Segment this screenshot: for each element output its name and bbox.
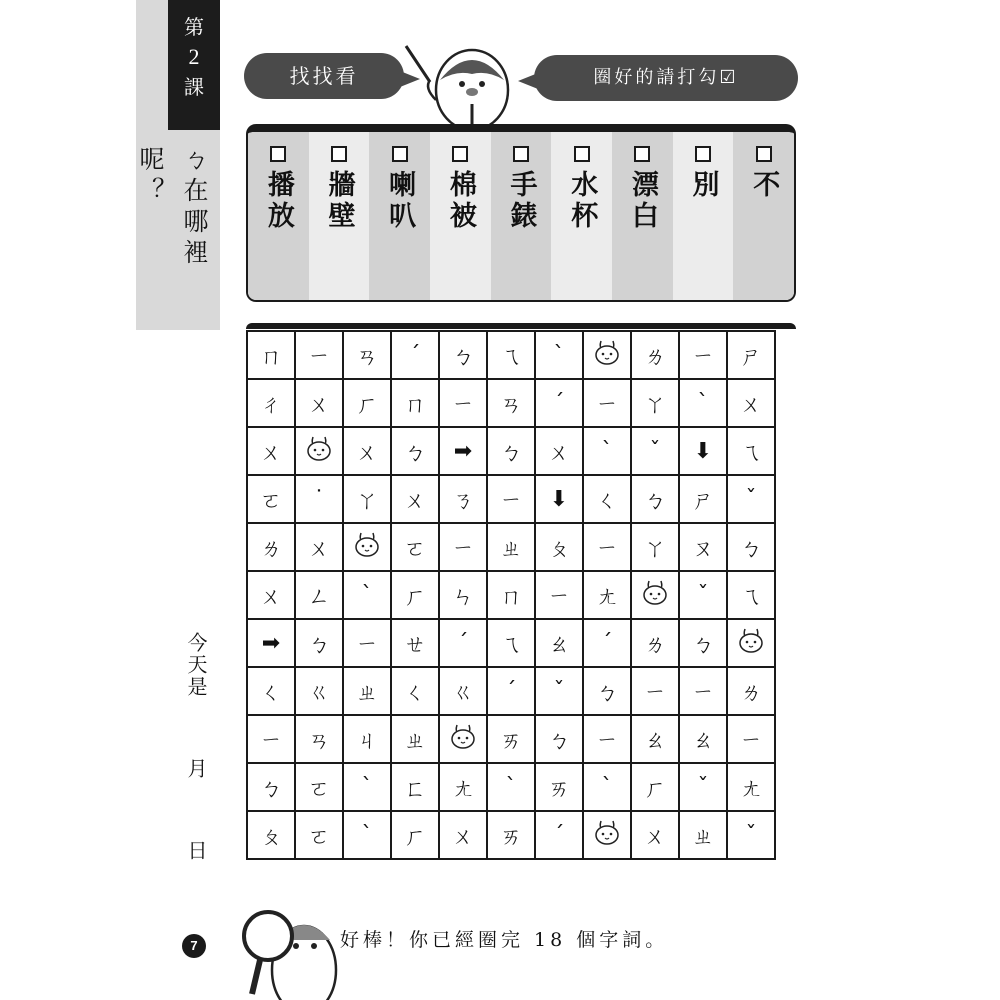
grid-cell[interactable]: ㄛ bbox=[391, 523, 439, 571]
grid-cell[interactable]: ㄤ bbox=[583, 571, 631, 619]
grid-cell[interactable]: ˇ bbox=[631, 427, 679, 475]
grid-row bbox=[247, 811, 775, 859]
grid-cell[interactable]: ㄓ bbox=[487, 523, 535, 571]
completion-message: 好棒！你已經圈完 18 個字詞。 bbox=[340, 929, 669, 951]
grid-cell[interactable]: ˇ bbox=[679, 571, 727, 619]
word-label: 漂白 bbox=[626, 170, 658, 232]
grid-cell[interactable]: ㄌ bbox=[247, 523, 295, 571]
grid-cell[interactable]: ˊ bbox=[535, 811, 583, 859]
bunny-icon-cell[interactable] bbox=[727, 619, 775, 667]
word-bank-item bbox=[612, 132, 673, 300]
date-field[interactable] bbox=[176, 632, 216, 862]
grid-cell[interactable]: ㄨ bbox=[295, 379, 343, 427]
grid-cell[interactable]: ㄏ bbox=[631, 763, 679, 811]
grid-cell[interactable]: ㄧ bbox=[343, 619, 391, 667]
word-bank bbox=[246, 124, 796, 302]
lesson-char-2: 課 bbox=[184, 75, 204, 99]
grid-cell[interactable]: ㄇ bbox=[487, 571, 535, 619]
grid-cell[interactable]: ㄧ bbox=[487, 475, 535, 523]
bunny-icon-cell[interactable] bbox=[343, 523, 391, 571]
bunny-icon-cell[interactable] bbox=[583, 811, 631, 859]
lesson-number: 2 bbox=[188, 44, 200, 69]
arrow-down-icon-cell[interactable]: ⬇ bbox=[535, 475, 583, 523]
grid-cell[interactable]: ㄓ bbox=[343, 667, 391, 715]
grid-cell[interactable]: ㄧ bbox=[583, 715, 631, 763]
word-bank-item bbox=[248, 132, 309, 300]
grid-cell[interactable]: ㄧ bbox=[439, 379, 487, 427]
grid-cell[interactable]: ㄡ bbox=[679, 523, 727, 571]
lesson-char-1: 第 bbox=[184, 15, 204, 39]
grid-cell[interactable]: ㄧ bbox=[679, 667, 727, 715]
word-checkbox[interactable] bbox=[270, 146, 286, 162]
grid-cell[interactable]: ㄨ bbox=[343, 427, 391, 475]
page-number: 7 bbox=[182, 934, 206, 958]
grid-cell[interactable]: ˇ bbox=[679, 763, 727, 811]
grid-cell[interactable]: ㄔ bbox=[247, 379, 295, 427]
grid-cell[interactable]: ㄨ bbox=[247, 427, 295, 475]
grid-cell[interactable]: ㄐ bbox=[343, 715, 391, 763]
grid-cell[interactable]: ˙ bbox=[295, 475, 343, 523]
grid-cell[interactable]: ㄧ bbox=[679, 331, 727, 379]
grid-row bbox=[247, 475, 775, 523]
grid-cell[interactable]: ㄇ bbox=[391, 379, 439, 427]
grid-cell[interactable]: ㄕ bbox=[679, 475, 727, 523]
grid-cell[interactable]: ㄨ bbox=[439, 811, 487, 859]
grid-cell[interactable]: ㄧ bbox=[727, 715, 775, 763]
bunny-icon-cell[interactable] bbox=[583, 331, 631, 379]
grid-cell[interactable]: ㄧ bbox=[583, 379, 631, 427]
grid-cell[interactable]: ㄟ bbox=[487, 331, 535, 379]
arrow-right-icon-cell[interactable]: ➡ bbox=[439, 427, 487, 475]
grid-cell[interactable]: ㄧ bbox=[535, 571, 583, 619]
otter-magnifier-icon bbox=[234, 890, 344, 1000]
grid-cell[interactable]: ㄚ bbox=[631, 379, 679, 427]
grid-cell[interactable]: ㄧ bbox=[439, 523, 487, 571]
word-label: 手錶 bbox=[505, 170, 537, 232]
grid-cell[interactable]: ㄑ bbox=[391, 667, 439, 715]
grid-cell[interactable]: ㄞ bbox=[487, 811, 535, 859]
grid-cell[interactable]: ˊ bbox=[391, 331, 439, 379]
grid-cell[interactable]: ㄨ bbox=[535, 427, 583, 475]
grid-cell[interactable]: ㄑ bbox=[247, 667, 295, 715]
grid-cell[interactable]: ㄧ bbox=[295, 331, 343, 379]
grid-row bbox=[247, 571, 775, 619]
word-label: 喇叭 bbox=[384, 170, 416, 232]
grid-row bbox=[247, 715, 775, 763]
grid-cell[interactable]: ㄨ bbox=[247, 571, 295, 619]
grid-cell[interactable]: ㄨ bbox=[295, 523, 343, 571]
grid-cell[interactable]: ㄌ bbox=[631, 619, 679, 667]
grid-cell[interactable]: ㄟ bbox=[487, 619, 535, 667]
grid-cell[interactable]: ˋ bbox=[343, 763, 391, 811]
zhuyin-grid bbox=[246, 330, 776, 860]
word-bank-item bbox=[369, 132, 430, 300]
grid-cell[interactable]: ㄛ bbox=[295, 763, 343, 811]
word-label: 播放 bbox=[262, 170, 294, 232]
word-bank-item bbox=[673, 132, 734, 300]
word-bank-item bbox=[733, 132, 794, 300]
grid-cell[interactable]: ㄍ bbox=[439, 667, 487, 715]
grid-row bbox=[247, 619, 775, 667]
grid-cell[interactable]: ˋ bbox=[583, 763, 631, 811]
grid-cell[interactable]: ㄆ bbox=[535, 523, 583, 571]
arrow-down-icon-cell[interactable]: ⬇ bbox=[679, 427, 727, 475]
bunny-icon-cell[interactable] bbox=[631, 571, 679, 619]
grid-cell[interactable]: ㄢ bbox=[295, 715, 343, 763]
grid-cell[interactable]: ˊ bbox=[583, 619, 631, 667]
word-label: 水杯 bbox=[566, 170, 598, 232]
grid-cell[interactable]: ˋ bbox=[343, 811, 391, 859]
grid-cell[interactable]: ㄅ bbox=[487, 427, 535, 475]
word-checkbox[interactable] bbox=[513, 146, 529, 162]
grid-cell[interactable]: ㄋ bbox=[439, 475, 487, 523]
grid-cell[interactable]: ㄌ bbox=[631, 331, 679, 379]
date-today-label: 今天是 bbox=[184, 632, 208, 698]
grid-row bbox=[247, 523, 775, 571]
grid-cell[interactable]: ˋ bbox=[535, 331, 583, 379]
grid-cell[interactable]: ㄏ bbox=[391, 811, 439, 859]
grid-cell[interactable]: ˊ bbox=[439, 619, 487, 667]
grid-cell[interactable]: ㄑ bbox=[583, 475, 631, 523]
word-bank-item bbox=[309, 132, 370, 300]
word-label: 不 bbox=[748, 170, 780, 201]
grid-cell[interactable]: ㄅ bbox=[679, 619, 727, 667]
grid-cell[interactable]: ˋ bbox=[343, 571, 391, 619]
word-checkbox[interactable] bbox=[331, 146, 347, 162]
word-checkbox[interactable] bbox=[392, 146, 408, 162]
grid-row bbox=[247, 379, 775, 427]
arrow-right-icon-cell[interactable]: ➡ bbox=[247, 619, 295, 667]
word-checkbox[interactable] bbox=[634, 146, 650, 162]
grid-row bbox=[247, 763, 775, 811]
word-checkbox[interactable] bbox=[756, 146, 772, 162]
word-label: 別 bbox=[687, 170, 719, 201]
grid-cell[interactable]: ㄌ bbox=[727, 667, 775, 715]
grid-cell[interactable]: ㄞ bbox=[535, 763, 583, 811]
grid-cell[interactable]: ㄅ bbox=[295, 619, 343, 667]
grid-cell[interactable]: ㄇ bbox=[247, 331, 295, 379]
word-bank-item bbox=[551, 132, 612, 300]
grid-cell[interactable]: ㄅ bbox=[535, 715, 583, 763]
grid-row bbox=[247, 331, 775, 379]
word-checkbox[interactable] bbox=[452, 146, 468, 162]
word-label: 牆壁 bbox=[323, 170, 355, 232]
grid-cell[interactable]: ㄢ bbox=[343, 331, 391, 379]
grid-cell[interactable]: ㄢ bbox=[487, 379, 535, 427]
grid-cell[interactable]: ㄞ bbox=[487, 715, 535, 763]
grid-cell[interactable]: ㄤ bbox=[439, 763, 487, 811]
instruction-bubble-check: 圈好的請打勾☑ bbox=[534, 55, 798, 101]
grid-cell[interactable]: ˊ bbox=[535, 379, 583, 427]
grid-cell[interactable]: ㄚ bbox=[631, 523, 679, 571]
word-label: 棉被 bbox=[444, 170, 476, 232]
grid-cell[interactable]: ˇ bbox=[727, 811, 775, 859]
lesson-label bbox=[168, 0, 220, 130]
grid-cell[interactable]: ㄓ bbox=[679, 811, 727, 859]
grid-cell[interactable]: ㄆ bbox=[247, 811, 295, 859]
grid-row bbox=[247, 427, 775, 475]
grid-cell[interactable]: ㄅ bbox=[391, 427, 439, 475]
grid-cell[interactable]: ㄧ bbox=[583, 523, 631, 571]
grid-cell[interactable]: ㄠ bbox=[535, 619, 583, 667]
word-bank-item bbox=[491, 132, 552, 300]
grid-cell[interactable]: ㄟ bbox=[727, 571, 775, 619]
grid-cell[interactable]: ㄏ bbox=[343, 379, 391, 427]
word-checkbox[interactable] bbox=[695, 146, 711, 162]
grid-cell[interactable]: ˋ bbox=[583, 427, 631, 475]
bunny-icon-cell[interactable] bbox=[295, 427, 343, 475]
grid-cell[interactable]: ㄨ bbox=[391, 475, 439, 523]
grid-cell[interactable]: ˋ bbox=[487, 763, 535, 811]
date-day-label: 日 bbox=[184, 840, 208, 862]
grid-cell[interactable]: ㄍ bbox=[295, 667, 343, 715]
instruction-bubble-find: 找找看 bbox=[244, 53, 404, 99]
word-bank-item bbox=[430, 132, 491, 300]
grid-cell[interactable]: ㄅ bbox=[727, 523, 775, 571]
grid-cell[interactable]: ㄅ bbox=[631, 475, 679, 523]
grid-cell[interactable]: ㄥ bbox=[295, 571, 343, 619]
grid-cell[interactable]: ㄅ bbox=[247, 763, 295, 811]
grid-cell[interactable]: ㄠ bbox=[679, 715, 727, 763]
grid-cell[interactable]: ㄓ bbox=[391, 715, 439, 763]
grid-cell[interactable]: ㄏ bbox=[391, 571, 439, 619]
grid-cell[interactable]: ㄟ bbox=[727, 427, 775, 475]
grid-cell[interactable]: ㄅ bbox=[583, 667, 631, 715]
grid-cell[interactable]: ˊ bbox=[487, 667, 535, 715]
grid-cell[interactable]: ㄤ bbox=[727, 763, 775, 811]
penguin-mascot-icon bbox=[400, 40, 520, 130]
grid-cell[interactable]: ㄚ bbox=[343, 475, 391, 523]
grid-cell[interactable]: ㄠ bbox=[631, 715, 679, 763]
grid-row bbox=[247, 667, 775, 715]
grid-cell[interactable]: ㄨ bbox=[631, 811, 679, 859]
grid-cell[interactable]: ㄧ bbox=[247, 715, 295, 763]
grid-cell[interactable]: ㄝ bbox=[391, 619, 439, 667]
grid-cell[interactable]: ㄛ bbox=[247, 475, 295, 523]
grid-cell[interactable]: ˇ bbox=[727, 475, 775, 523]
grid-cell[interactable]: ㄧ bbox=[631, 667, 679, 715]
word-checkbox[interactable] bbox=[574, 146, 590, 162]
grid-cell[interactable]: ㄣ bbox=[439, 571, 487, 619]
grid-cell[interactable]: ㄕ bbox=[727, 331, 775, 379]
grid-cell[interactable]: ㄅ bbox=[439, 331, 487, 379]
page-title: ㄅ在哪裡呢？ bbox=[136, 146, 209, 270]
grid-cell[interactable]: ˇ bbox=[535, 667, 583, 715]
grid-cell[interactable]: ㄛ bbox=[295, 811, 343, 859]
date-month-label: 月 bbox=[184, 758, 208, 780]
grid-cell[interactable]: ㄨ bbox=[727, 379, 775, 427]
bunny-icon-cell[interactable] bbox=[439, 715, 487, 763]
grid-cell[interactable]: ㄈ bbox=[391, 763, 439, 811]
grid-cell[interactable]: ˋ bbox=[679, 379, 727, 427]
